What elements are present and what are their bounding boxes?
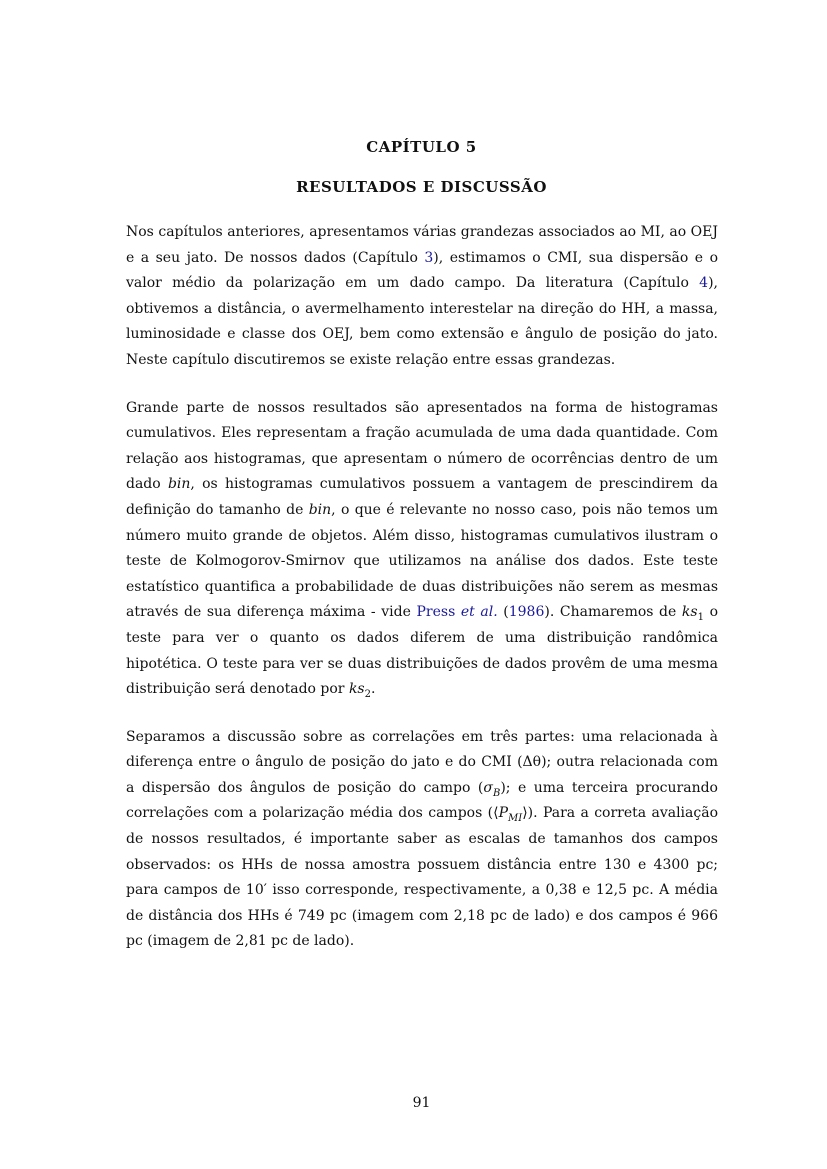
ks1-subscript: 1 [697,612,704,624]
paragraph-2-text-a: Grande parte de nossos resultados são apresentados na forma de histogramas cumulativos. Eles representam a fração acumulada de uma dada quantidade. Com relação aos histogramas, que apresentam o número de ocorrências dentro de um dado [126,399,718,493]
ks1-symbol: ks [681,604,698,621]
paragraph-2 [126,396,718,703]
paragraph-3-text-a: Separamos a discussão sobre as correlações em três partes: uma relacionada à diferença entre o ângulo de posição do jato e do CMI (Δθ); outra relacionada com a dispersão dos ângulos de posição do campo ( [126,728,718,796]
body-text [126,220,718,977]
paragraph-1-text-b: ), estimamos o CMI, sua dispersão e o valor médio da polarização em um dado campo. Da literatura (Capítulo [126,249,719,292]
citation-author-link[interactable]: Press [416,604,461,621]
chapter-label: CAPÍTULO 5 [366,138,477,156]
sigma-symbol: σ [483,779,493,796]
paragraph-2-text-b: , os histogramas cumulativos possuem a vantagem de prescindirem da definição do tamanho de [126,476,718,518]
chapter-3-link[interactable]: 3 [424,249,434,266]
paragraph-1-text-a: Nos capítulos anteriores, apresentamos várias grandezas associados ao MI, ao OEJ e a seu jato. De nossos dados (Capítulo [126,224,718,266]
chapter-4-link[interactable]: 4 [699,275,709,292]
chapter-title: RESULTADOS E DISCUSSÃO [296,178,547,196]
paragraph-3 [126,725,718,955]
page-number: 91 [412,1095,431,1111]
paragraph-3-text-b: ); e uma terceira procurando correlações com a polarização média dos campos (⟨ [126,779,718,822]
ks2-symbol: ks [348,681,365,698]
ks2-subscript: 2 [364,688,371,700]
citation-etal-link[interactable]: et al. [460,604,498,621]
polarization-symbol: P [498,805,508,822]
paragraph-1-text-c: ), obtivemos a distância, o avermelhamento interestelar na direção do HH, a massa, luminosidade e classe dos OEJ, bem como extensão e ângulo de posição do jato. Neste capítulo discutiremos se existe relação entre essas grandezas. [126,275,718,368]
paragraph-3-text-c: ⟩). Para a correta avaliação de nossos resultados, é importante saber as escalas de tamanhos dos campos observados: os HHs de nossa amostra possuem distância entre 130 e 4300 pc; para campos de 10′ isso corresponde, respectivamente, a 0,38 e 12,5 pc. A média de distância dos HHs é 749 pc (imagem com 2,18 pc de lado) e dos campos é 966 pc (imagem de 2,81 pc de lado). [126,805,718,950]
bin-term: bin [167,476,191,493]
paragraph-2-text-d: ). Chamaremos de [544,604,682,621]
paragraph-2-text-e: o teste para ver o quanto os dados diferem de uma distribuição randômica hipotética. O teste para ver se duas distribuições de dados provêm de uma mesma distribuição será denotado por [126,604,719,698]
paragraph-2-text-f: . [371,681,376,698]
bin-term: bin [308,501,332,518]
citation-open-paren: ( [497,604,509,621]
citation-year-link[interactable]: 1986 [508,604,545,621]
paragraph-1 [126,220,718,374]
paragraph-2-text-c: , o que é relevante no nosso caso, pois não temos um número muito grande de objetos. Além disso, histogramas cumulativos ilustram o teste de Kolmogorov-Smirnov que utilizamos na análise dos dados. Este teste estatístico quantifica a probabilidade de duas distribuições não serem as mesmas através de sua diferença máxima - vide [126,501,718,621]
polarization-subscript: MI [508,813,523,825]
sigma-subscript: B [492,787,501,799]
